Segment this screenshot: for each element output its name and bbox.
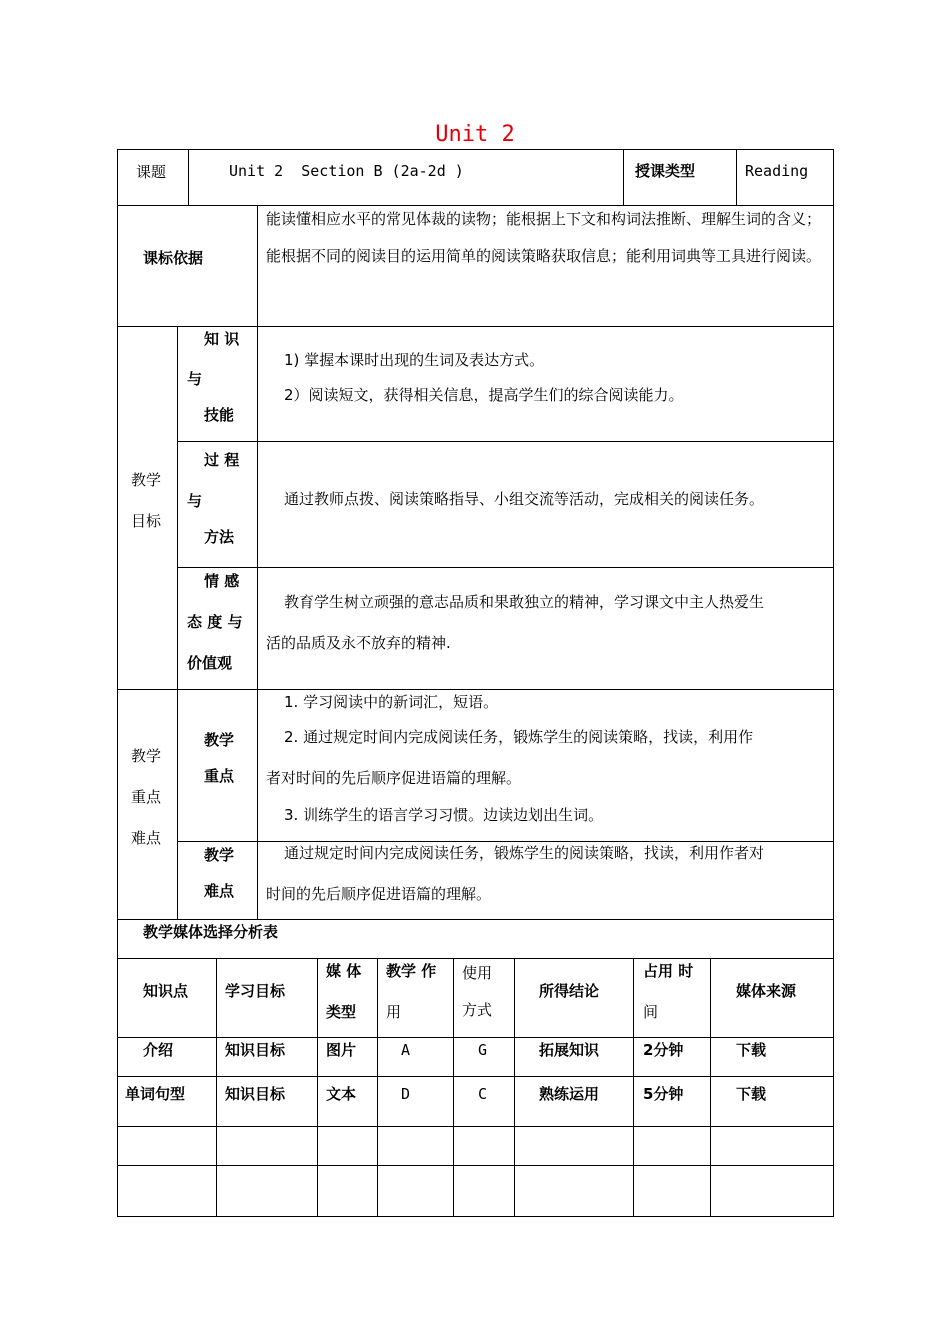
row-divider: [117, 958, 834, 959]
col-divider: [377, 958, 378, 1216]
knowledge-item-2: 2）阅读短文，获得相关信息，提高学生们的综合阅读能力。: [284, 386, 684, 404]
row-divider: [117, 919, 834, 920]
objectives-label-line1: 教学: [131, 471, 162, 489]
col-divider: [736, 149, 737, 205]
col-divider: [177, 326, 178, 919]
process-label-line2: 与: [187, 492, 203, 510]
table-cell: 单词句型: [125, 1085, 186, 1103]
emotion-text-line1: 教育学生树立顽强的意志品质和果敢独立的精神，学习课文中主人热爱生: [284, 593, 765, 611]
focus-item-1: 1. 学习阅读中的新词汇，短语。: [284, 693, 499, 711]
media-header-source: 媒体来源: [736, 982, 797, 1000]
table-border-bottom: [117, 1216, 834, 1217]
col-divider: [257, 205, 258, 326]
table-cell: 知识目标: [225, 1041, 286, 1059]
col-divider: [710, 958, 711, 1216]
standards-text: 能读懂相应水平的常见体裁的读物；能根据上下文和构词法推断、理解生词的含义；能根据不同的阅读目的运用简单的阅读策略获取信息；能利用词典等工具进行阅读。: [266, 210, 822, 265]
emotion-text-line2: 活的品质及永不放弃的精神.: [266, 634, 451, 652]
media-header-usage-line2: 方式: [462, 1001, 493, 1019]
focus-label-line1: 教学: [204, 731, 235, 749]
media-header-type-line2: 类型: [326, 1003, 357, 1021]
row-divider: [117, 326, 834, 327]
row-divider: [117, 689, 834, 690]
keypoints-label-line1: 教学: [131, 747, 162, 765]
focus-item-3: 3. 训练学生的语言学习习惯。边读边划出生词。: [284, 806, 604, 824]
media-header-time-line1: 占用 时: [643, 962, 694, 980]
process-label-line1: 过 程: [204, 451, 240, 469]
difficulty-label-line2: 难点: [204, 882, 235, 900]
media-header-type-line1: 媒 体: [326, 962, 362, 980]
col-divider: [623, 149, 624, 205]
knowledge-item-1: 1) 掌握本课时出现的生词及表达方式。: [284, 351, 545, 369]
row-divider: [177, 841, 834, 842]
emotion-label-line1: 情 感: [204, 572, 240, 590]
keypoints-label-line3: 难点: [131, 829, 162, 847]
table-border-left: [117, 149, 118, 1217]
table-cell: 下载: [736, 1085, 767, 1103]
table-cell: 拓展知识: [539, 1041, 600, 1059]
table-cell: 图片: [326, 1041, 357, 1059]
keypoints-label-line2: 重点: [131, 788, 162, 806]
table-cell: C: [478, 1085, 488, 1103]
col-divider: [257, 326, 258, 919]
focus-item-2-line1: 2. 通过规定时间内完成阅读任务，锻炼学生的阅读策略，找读，利用作: [284, 728, 754, 746]
table-cell: 知识目标: [225, 1085, 286, 1103]
knowledge-label-line1: 知 识: [204, 330, 240, 348]
focus-label-line2: 重点: [204, 767, 235, 785]
media-header-function-line1: 教学 作: [386, 962, 437, 980]
process-text: 通过教师点拨、阅读策略指导、小组交流等活动，完成相关的阅读任务。: [284, 490, 765, 508]
process-label-line3: 方法: [204, 528, 235, 546]
table-cell: 2分钟: [643, 1041, 684, 1059]
media-header-function-line2: 用: [386, 1003, 402, 1021]
row-divider: [117, 1165, 834, 1166]
difficulty-text-line2: 时间的先后顺序促进语篇的理解。: [266, 885, 492, 903]
col-divider: [188, 149, 189, 205]
emotion-label-line3: 价值观: [187, 654, 233, 672]
col-divider: [317, 958, 318, 1216]
col-divider: [216, 958, 217, 1216]
media-header-knowledge: 知识点: [143, 982, 189, 1000]
media-header-conclusion: 所得结论: [539, 982, 600, 1000]
table-border-top: [117, 149, 834, 150]
row-divider: [117, 1037, 834, 1038]
table-cell: G: [478, 1041, 488, 1059]
table-cell: A: [401, 1041, 411, 1059]
standards-label: 课标依据: [143, 249, 204, 267]
row-divider: [177, 441, 834, 442]
col-divider: [453, 958, 454, 1216]
type-label: 授课类型: [635, 162, 696, 180]
col-divider: [633, 958, 634, 1216]
table-cell: 介绍: [143, 1041, 174, 1059]
table-cell: 5分钟: [643, 1085, 684, 1103]
course-value: Unit 2 Section B (2a-2d ): [229, 162, 464, 180]
table-cell: 文本: [326, 1085, 357, 1103]
row-divider: [117, 1126, 834, 1127]
difficulty-text-line1: 通过规定时间内完成阅读任务，锻炼学生的阅读策略，找读，利用作者对: [284, 844, 765, 862]
col-divider: [514, 958, 515, 1216]
media-table-title: 教学媒体选择分析表: [143, 923, 279, 941]
media-header-time-line2: 间: [643, 1003, 659, 1021]
focus-item-2-line2: 者对时间的先后顺序促进语篇的理解。: [266, 769, 522, 787]
page-title: Unit 2: [435, 122, 515, 147]
table-cell: D: [401, 1085, 411, 1103]
course-label: 课题: [136, 163, 167, 181]
media-header-goal: 学习目标: [225, 982, 286, 1000]
table-cell: 下载: [736, 1041, 767, 1059]
difficulty-label-line1: 教学: [204, 846, 235, 864]
media-header-usage-line1: 使用: [462, 964, 493, 982]
objectives-label-line2: 目标: [131, 512, 162, 530]
knowledge-label-line2: 与: [187, 370, 203, 388]
row-divider: [177, 567, 834, 568]
emotion-label-line2: 态 度 与: [187, 613, 243, 631]
row-divider: [117, 1076, 834, 1077]
table-border-right: [833, 149, 834, 1217]
lesson-plan-table: [117, 149, 834, 1217]
type-value: Reading: [745, 162, 809, 180]
table-cell: 熟练运用: [539, 1085, 600, 1103]
knowledge-label-line3: 技能: [204, 406, 235, 424]
